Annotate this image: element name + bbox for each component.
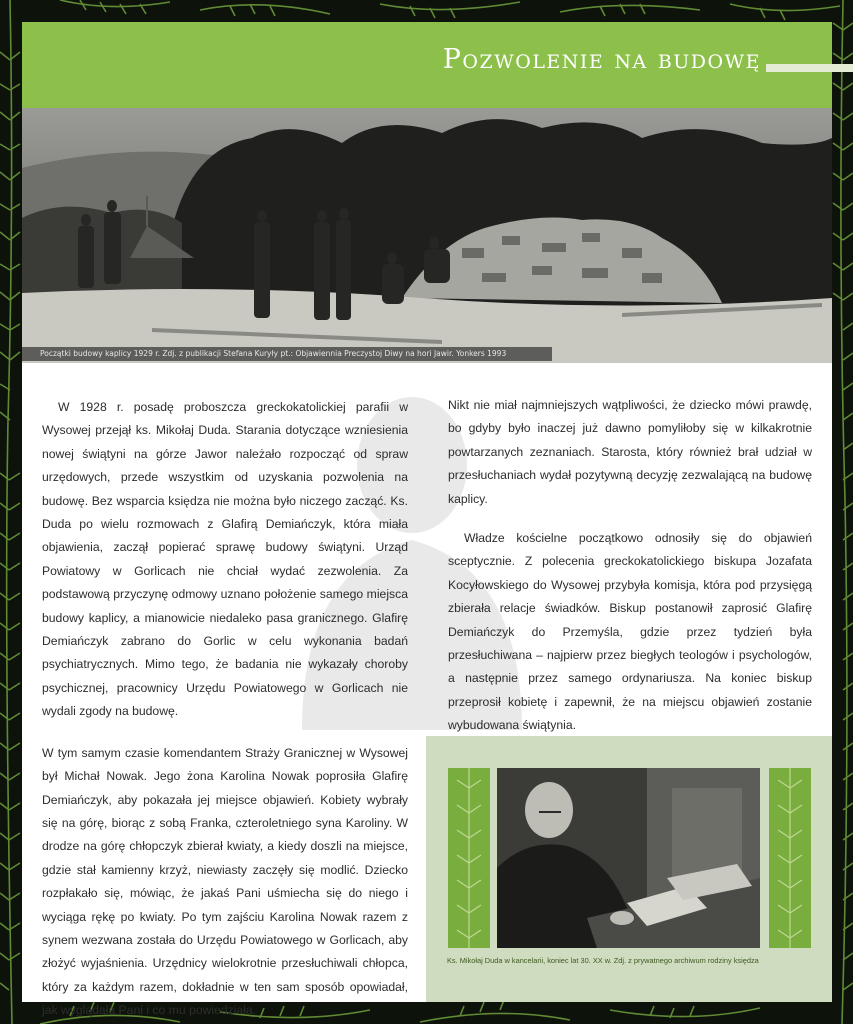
construction-photo bbox=[22, 108, 832, 363]
article-left-column bbox=[42, 396, 408, 1023]
page-title: Pozwolenie na budowę bbox=[442, 44, 761, 75]
paragraph: Nikt nie miał najmniejszych wątpliwości, że dziecko mówi prawdę, bo gdyby było inaczej już dawno pomyliłoby się w kilkakrotnie powtarzanych zeznaniach. Starosta, który również brał udział w przesłuchaniach wydał pozytywną decyzję zezwalającą na budowę kaplicy. bbox=[448, 398, 812, 506]
photo-caption-bottom: Ks. Mikołaj Duda w kancelarii, koniec lat 30. XX w. Zdj. z prywatnego archiwum rodziny księdza bbox=[447, 956, 759, 965]
priest-photo bbox=[497, 768, 760, 948]
title-rule bbox=[766, 64, 853, 72]
paragraph: W 1928 r. posadę proboszcza greckokatolickiej parafii w Wysowej przejął ks. Mikołaj Duda. Starania dotyczące wzniesienia nowej świątyni na górze Jawor należało rozpocząć od spraw urzędowych, przede wszystkim od uzyskania pozwolenia na budowę. Bez wsparcia księdza nie można było niczego zacząć. Ks. Duda po wielu rozmowach z Glafirą Demiańczyk, która miała objawienia, zaczął popierać sprawę budowy świątyni. Urząd Powiatowy w Gorlicach nie chciał wydać zezwolenia. Za podstawową przyczynę odmowy uznano położenie samego miejsca budowy kaplicy, a mianowicie niedaleko pasa granicznego. Glafirę Demiańczyk zabrano do Gorlic w celu wykonania badań psychiatrycznych. Mimo tego, że badania nie wykazały choroby psychicznej, pracownicy Urzędu Powiatowego w Gorlicach nie wydali zgody na budowę. bbox=[42, 400, 408, 719]
decorative-strip-left bbox=[448, 768, 490, 948]
decorative-strip-right bbox=[769, 768, 811, 948]
photo-caption-top: Początki budowy kaplicy 1929 r. Zdj. z publikacji Stefana Kuryły pt.: Objawiennia Preczystoj Diwy na hori Jawir. Yonkers 1993 bbox=[22, 347, 552, 361]
paragraph: W tym samym czasie komendantem Straży Granicznej w Wysowej był Michał Nowak. Jego żona Karolina Nowak poprosiła Glafirę Demiańczyk, aby pokazała jej miejsce objawień. Kobiety wybrały się na górę, biorąc z sobą Franka, czteroletniego syna Karoliny. W drodze na górę chłopczyk zbierał kwiaty, a kiedy doszli na miejsce, gdzie stał kamienny krzyż, niewiasty zaczęły się modlić. Dziecko rozpłakało się, mówiąc, że jakaś Pani uśmiecha się do niego i wyciąga rękę po kwiaty. Po tym zajściu Karolina Nowak razem z synem wezwana została do Urzędu Powiatowego w Gorlicach, aby złożyć wyjaśnienia. Urzędnicy wielokrotnie przesłuchiwali chłopca, który za każdym razem, dokładnie w ten sam sposób opowiadał, jak wyglądała Pani i co mu powiedziała. bbox=[42, 745, 408, 1018]
article-right-column bbox=[448, 394, 812, 738]
paragraph: Władze kościelne początkowo odnosiły się do objawień sceptycznie. Z polecenia greckokatolickiego biskupa Jozafata Kocyłowskiego do Wysowej przybyła komisja, która pod przysięgą zbierała relacje świadków. Biskup postanowił zaprosić Glafirę Demiańczyk do Przemyśla, gdzie przez tydzień była przesłuchiwana – najpierw przez biegłych teologów i psychologów, a następnie przez samego ordynariusza. Na koniec biskup przeprosił kobietę i zapewnił, że na miejscu objawień zostanie wybudowana świątynia. bbox=[448, 531, 812, 733]
